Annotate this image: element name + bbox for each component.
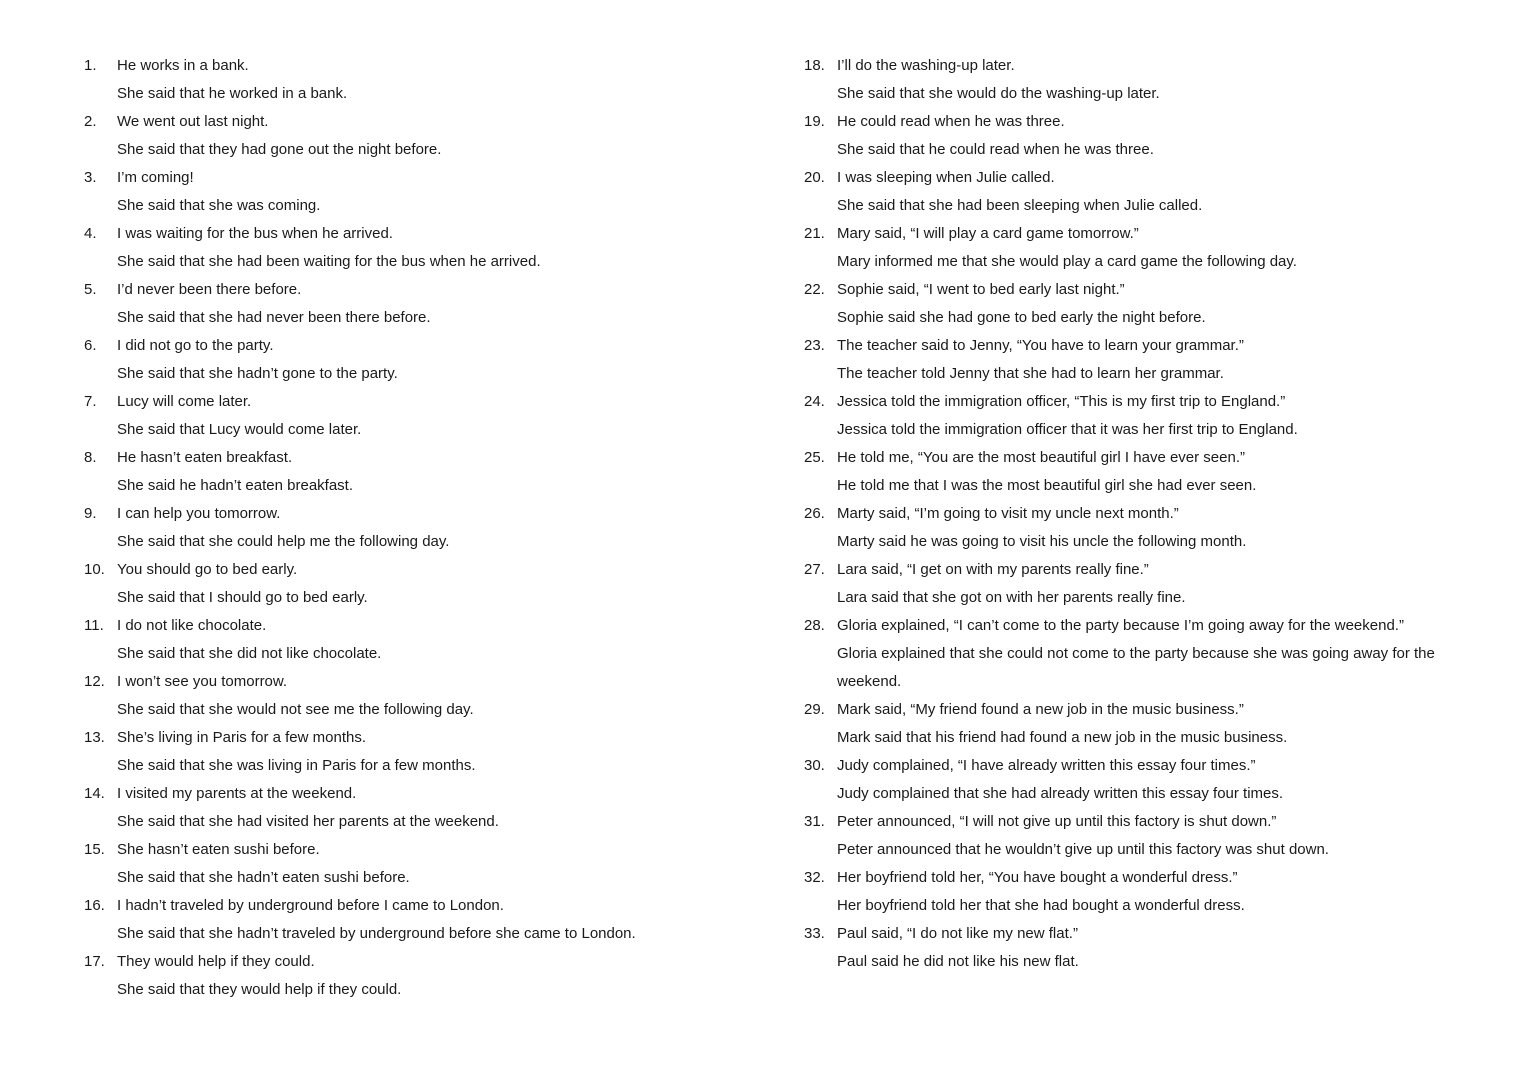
exercise-item — [804, 164, 1474, 220]
item-number: 31. — [804, 813, 825, 830]
item-number: 32. — [804, 869, 825, 886]
item-content — [837, 164, 1474, 220]
reported-sentence: Mark said that his friend had found a new job in the music business. — [837, 729, 1288, 746]
exercise-item — [804, 220, 1474, 276]
item-number: 6. — [84, 337, 97, 354]
direct-sentence: I’m coming! — [117, 169, 194, 186]
direct-sentence: Lucy will come later. — [117, 393, 252, 410]
exercise-item — [84, 780, 764, 836]
reported-sentence: She said that she would do the washing-up later. — [837, 85, 1160, 102]
item-content — [837, 444, 1474, 500]
exercise-item — [84, 444, 764, 500]
item-number: 8. — [84, 449, 97, 466]
reported-sentence: Jessica told the immigration officer that it was her first trip to England. — [837, 421, 1298, 438]
reported-sentence: Paul said he did not like his new flat. — [837, 953, 1079, 970]
direct-sentence: She’s living in Paris for a few months. — [117, 729, 367, 746]
item-content — [117, 668, 764, 724]
item-content — [117, 52, 764, 108]
item-content — [837, 500, 1474, 556]
reported-sentence: She said that she had never been there before. — [117, 309, 431, 326]
reported-sentence: Sophie said she had gone to bed early the night before. — [837, 309, 1206, 326]
reported-sentence: She said that she had visited her parents at the weekend. — [117, 813, 499, 830]
direct-sentence: I do not like chocolate. — [117, 617, 267, 634]
item-content — [117, 500, 764, 556]
exercise-item — [804, 332, 1474, 388]
direct-sentence: Paul said, “I do not like my new flat.” — [837, 925, 1078, 942]
reported-sentence: She said that she had been sleeping when Julie called. — [837, 197, 1203, 214]
item-content — [117, 556, 764, 612]
item-number: 23. — [804, 337, 825, 354]
exercise-item — [84, 332, 764, 388]
exercise-item — [84, 388, 764, 444]
exercise-item — [84, 556, 764, 612]
exercise-item — [804, 500, 1474, 556]
exercise-item — [84, 164, 764, 220]
item-number: 4. — [84, 225, 97, 242]
direct-sentence: I can help you tomorrow. — [117, 505, 281, 522]
direct-sentence: Jessica told the immigration officer, “This is my first trip to England.” — [837, 393, 1286, 410]
item-number: 28. — [804, 617, 825, 634]
direct-sentence: He works in a bank. — [117, 57, 249, 74]
exercise-item — [804, 108, 1474, 164]
item-content — [837, 808, 1474, 864]
direct-sentence: Sophie said, “I went to bed early last night.” — [837, 281, 1125, 298]
item-content — [117, 836, 764, 892]
direct-sentence: I did not go to the party. — [117, 337, 274, 354]
reported-sentence: Judy complained that she had already written this essay four times. — [837, 785, 1284, 802]
reported-sentence: Lara said that she got on with her parents really fine. — [837, 589, 1186, 606]
item-content — [837, 556, 1474, 612]
reported-sentence: She said that she was coming. — [117, 197, 321, 214]
reported-sentence: He told me that I was the most beautiful girl she had ever seen. — [837, 477, 1257, 494]
item-content — [117, 276, 764, 332]
direct-sentence: We went out last night. — [117, 113, 269, 130]
exercise-item — [804, 388, 1474, 444]
item-number: 15. — [84, 841, 105, 858]
exercise-item — [84, 500, 764, 556]
item-content — [837, 696, 1474, 752]
item-content — [117, 780, 764, 836]
reported-sentence: She said that she could help me the following day. — [117, 533, 450, 550]
exercise-item — [84, 220, 764, 276]
exercise-item — [804, 444, 1474, 500]
item-number: 18. — [804, 57, 825, 74]
exercise-item — [804, 612, 1474, 696]
direct-sentence: She hasn’t eaten sushi before. — [117, 841, 320, 858]
direct-sentence: I hadn’t traveled by underground before I came to London. — [117, 897, 504, 914]
exercise-item — [804, 864, 1474, 920]
reported-sentence: The teacher told Jenny that she had to learn her grammar. — [837, 365, 1224, 382]
reported-sentence: She said that she hadn’t eaten sushi before. — [117, 869, 410, 886]
item-content — [837, 52, 1474, 108]
item-number: 30. — [804, 757, 825, 774]
item-number: 26. — [804, 505, 825, 522]
item-content — [837, 612, 1474, 696]
direct-sentence: He hasn’t eaten breakfast. — [117, 449, 293, 466]
item-content — [837, 108, 1474, 164]
reported-sentence: She said that she would not see me the following day. — [117, 701, 474, 718]
item-number: 7. — [84, 393, 97, 410]
item-number: 12. — [84, 673, 105, 690]
item-content — [117, 108, 764, 164]
reported-sentence: Gloria explained that she could not come to the party because she was going away for the weekend. — [837, 645, 1435, 690]
reported-sentence: She said that she did not like chocolate. — [117, 645, 382, 662]
direct-sentence: I won’t see you tomorrow. — [117, 673, 288, 690]
item-content — [117, 444, 764, 500]
item-number: 1. — [84, 57, 97, 74]
reported-sentence: She said that he worked in a bank. — [117, 85, 348, 102]
exercise-item — [84, 948, 764, 1004]
reported-sentence: She said that she hadn’t traveled by underground before she came to London. — [117, 925, 636, 942]
direct-sentence: I’d never been there before. — [117, 281, 302, 298]
item-number: 13. — [84, 729, 105, 746]
item-content — [837, 388, 1474, 444]
item-number: 9. — [84, 505, 97, 522]
exercise-item — [804, 752, 1474, 808]
exercise-column-right — [804, 52, 1474, 976]
item-number: 25. — [804, 449, 825, 466]
direct-sentence: Mary said, “I will play a card game tomorrow.” — [837, 225, 1139, 242]
item-number: 5. — [84, 281, 97, 298]
direct-sentence: I visited my parents at the weekend. — [117, 785, 357, 802]
item-content — [837, 752, 1474, 808]
reported-sentence: Marty said he was going to visit his uncle the following month. — [837, 533, 1247, 550]
exercise-item — [84, 836, 764, 892]
item-content — [117, 892, 764, 948]
direct-sentence: He told me, “You are the most beautiful girl I have ever seen.” — [837, 449, 1245, 466]
item-content — [117, 724, 764, 780]
exercise-item — [84, 52, 764, 108]
direct-sentence: Lara said, “I get on with my parents really fine.” — [837, 561, 1149, 578]
direct-sentence: They would help if they could. — [117, 953, 315, 970]
direct-sentence: He could read when he was three. — [837, 113, 1065, 130]
direct-sentence: Peter announced, “I will not give up until this factory is shut down.” — [837, 813, 1277, 830]
reported-sentence: She said that she hadn’t gone to the party. — [117, 365, 398, 382]
item-number: 17. — [84, 953, 105, 970]
direct-sentence: You should go to bed early. — [117, 561, 298, 578]
item-content — [837, 276, 1474, 332]
exercise-item — [804, 276, 1474, 332]
reported-sentence: She said that I should go to bed early. — [117, 589, 368, 606]
reported-sentence: She said that they would help if they could. — [117, 981, 402, 998]
exercise-item — [84, 276, 764, 332]
reported-sentence: Her boyfriend told her that she had bought a wonderful dress. — [837, 897, 1245, 914]
item-number: 11. — [84, 617, 104, 634]
item-number: 22. — [804, 281, 825, 298]
exercise-item — [804, 556, 1474, 612]
direct-sentence: Marty said, “I’m going to visit my uncle next month.” — [837, 505, 1179, 522]
item-content — [837, 220, 1474, 276]
exercise-item — [804, 696, 1474, 752]
exercise-item — [84, 892, 764, 948]
item-content — [117, 948, 764, 1004]
exercise-item — [84, 108, 764, 164]
reported-sentence: She said that they had gone out the night before. — [117, 141, 442, 158]
item-content — [117, 612, 764, 668]
direct-sentence: Judy complained, “I have already written this essay four times.” — [837, 757, 1256, 774]
reported-sentence: Peter announced that he wouldn’t give up until this factory was shut down. — [837, 841, 1329, 858]
item-number: 10. — [84, 561, 105, 578]
reported-sentence: She said that she had been waiting for the bus when he arrived. — [117, 253, 541, 270]
exercise-item — [84, 612, 764, 668]
exercise-item — [804, 52, 1474, 108]
direct-sentence: I’ll do the washing-up later. — [837, 57, 1015, 74]
exercise-item — [804, 920, 1474, 976]
item-number: 24. — [804, 393, 825, 410]
reported-sentence: Mary informed me that she would play a card game the following day. — [837, 253, 1297, 270]
reported-sentence: She said that she was living in Paris for a few months. — [117, 757, 476, 774]
exercise-column-left — [84, 52, 764, 1004]
item-content — [837, 332, 1474, 388]
item-number: 29. — [804, 701, 825, 718]
direct-sentence: I was sleeping when Julie called. — [837, 169, 1055, 186]
item-content — [837, 864, 1474, 920]
reported-sentence: She said that he could read when he was three. — [837, 141, 1154, 158]
item-number: 3. — [84, 169, 97, 186]
item-content — [117, 164, 764, 220]
exercise-item — [84, 668, 764, 724]
item-number: 16. — [84, 897, 105, 914]
direct-sentence: Gloria explained, “I can’t come to the party because I’m going away for the weekend.” — [837, 617, 1404, 634]
item-content — [117, 388, 764, 444]
direct-sentence: Mark said, “My friend found a new job in the music business.” — [837, 701, 1244, 718]
exercise-item — [804, 808, 1474, 864]
item-content — [837, 920, 1474, 976]
reported-sentence: She said he hadn’t eaten breakfast. — [117, 477, 354, 494]
item-number: 14. — [84, 785, 105, 802]
item-number: 33. — [804, 925, 825, 942]
direct-sentence: Her boyfriend told her, “You have bought a wonderful dress.” — [837, 869, 1238, 886]
item-content — [117, 332, 764, 388]
item-content — [117, 220, 764, 276]
direct-sentence: I was waiting for the bus when he arrived. — [117, 225, 393, 242]
item-number: 19. — [804, 113, 825, 130]
item-number: 20. — [804, 169, 825, 186]
item-number: 27. — [804, 561, 825, 578]
reported-sentence: She said that Lucy would come later. — [117, 421, 362, 438]
direct-sentence: The teacher said to Jenny, “You have to learn your grammar.” — [837, 337, 1244, 354]
item-number: 2. — [84, 113, 97, 130]
exercise-item — [84, 724, 764, 780]
item-number: 21. — [804, 225, 825, 242]
